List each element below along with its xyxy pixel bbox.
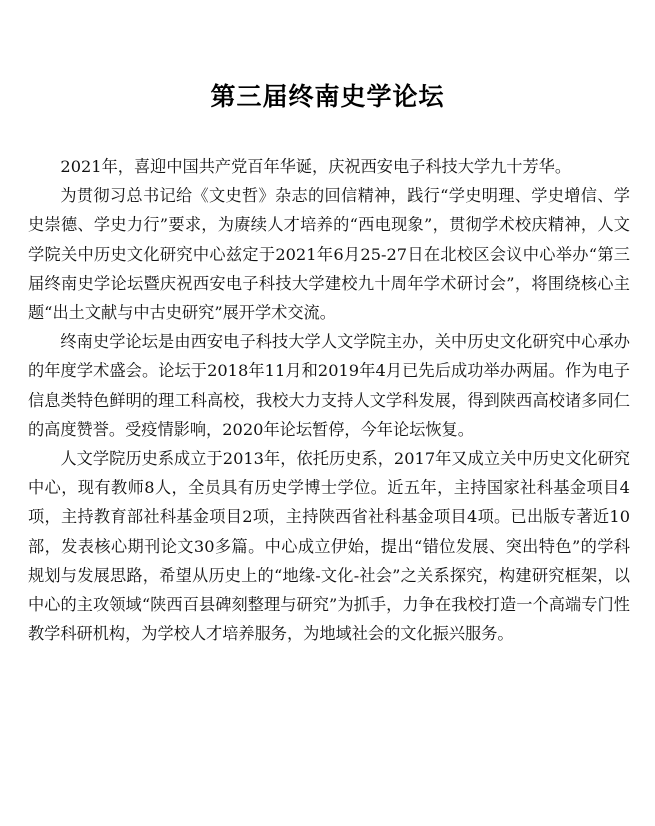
paragraph-forum-announcement: 为贯彻习总书记给《文史哲》杂志的回信精神，践行“学史明理、学史增信、学史崇德、学史力行”要求，为赓续人才培养的“西电现象”，贯彻学术校庆精神，人文学院关中历史文化研究中心兹定于2021年6月25-27日在北校区会议中心举办“第三届终南史学论坛暨庆祝西安电子科技大学建校九十周年学术研讨会”，将围绕核心主题“出土文献与中古史研究”展开学术交流。	[28, 186, 630, 323]
document-title: 第三届终南史学论坛	[210, 82, 445, 111]
paragraph-forum-history: 终南史学论坛是由西安电子科技大学人文学院主办，关中历史文化研究中心承办的年度学术盛会。论坛于2018年11月和2019年4月已先后成功举办两届。作为电子信息类特色鲜明的理工科高校，我校大力支持人文学科发展，得到陕西高校诸多同仁的高度赞誉。受疫情影响，2020年论坛暂停，今年论坛恢复。	[28, 332, 630, 439]
document-body	[28, 152, 630, 648]
paragraph-department-intro: 人文学院历史系成立于2013年，依托历史系，2017年又成立关中历史文化研究中心，现有教师8人，全员具有历史学博士学位。近五年，主持国家社科基金项目4项，主持教育部社科基金项目2项，主持陕西省社科基金项目4项。已出版专著近10部，发表核心期刊论文30多篇。中心成立伊始，提出“错位发展、突出特色”的学科规划与发展思路，希望从历史上的“地缘-文化-社会”之关系探究，构建研究框架，以中心的主攻领域“陕西百县碑刻整理与研究”为抓手，力争在我校打造一个高端专门性教学科研机构，为学校人才培养服务，为地域社会的文化振兴服务。	[28, 449, 630, 644]
paragraph-anniversary: 2021年，喜迎中国共产党百年华诞，庆祝西安电子科技大学九十芳华。	[60, 157, 572, 176]
